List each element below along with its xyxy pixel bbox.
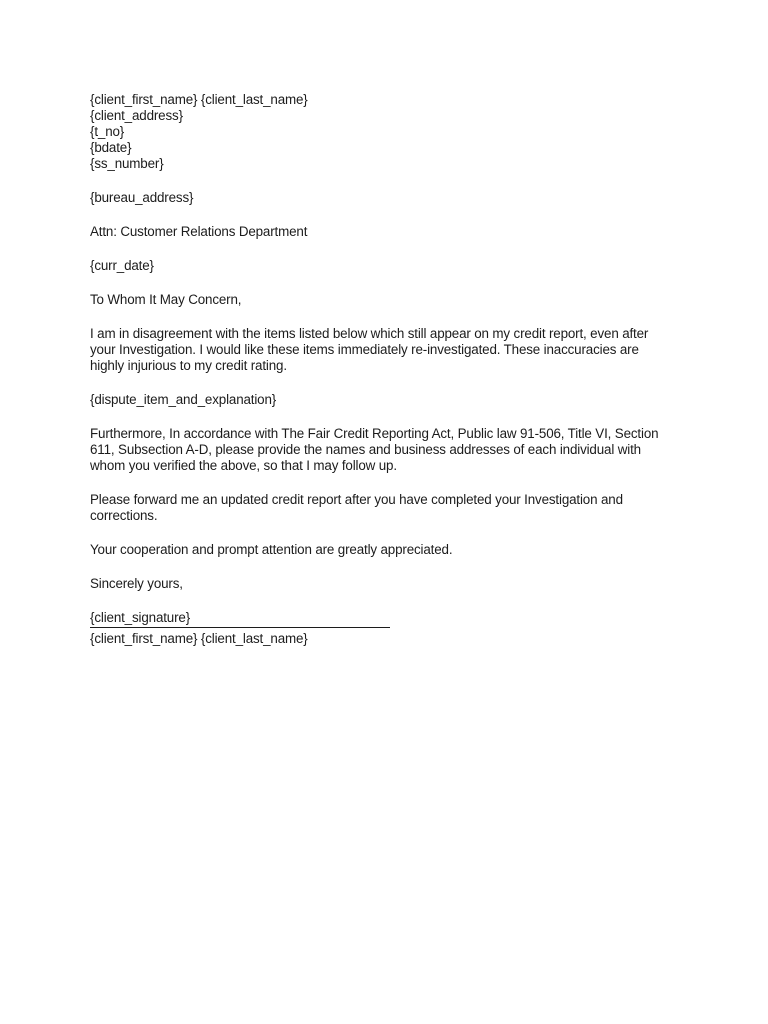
- paragraph-fcra: [90, 426, 690, 474]
- letter-date: {curr_date}: [90, 258, 154, 273]
- sender-phone: {t_no}: [90, 124, 125, 139]
- paragraph-line: I am in disagreement with the items listed below which still appear on my credit report, even after: [90, 326, 649, 341]
- paragraph-cooperation: [90, 542, 690, 558]
- bureau-address: {bureau_address}: [90, 190, 194, 205]
- sender-ssn: {ss_number}: [90, 156, 164, 171]
- paragraph-line: highly injurious to my credit rating.: [90, 358, 287, 373]
- date-block: [90, 258, 690, 274]
- paragraph-forward-report: [90, 492, 690, 524]
- sender-birthdate: {bdate}: [90, 140, 132, 155]
- paragraph-line: whom you verified the above, so that I may follow up.: [90, 458, 397, 473]
- paragraph-line: Furthermore, In accordance with The Fair Credit Reporting Act, Public law 91-506, Title VI, Section: [90, 426, 659, 441]
- sender-address: {client_address}: [90, 108, 183, 123]
- paragraph-disagreement: [90, 326, 690, 374]
- letter-page: [90, 92, 690, 647]
- bureau-address-block: [90, 190, 690, 206]
- paragraph-line: Please forward me an updated credit report after you have completed your Investigation and: [90, 492, 623, 507]
- attn-block: [90, 224, 690, 240]
- salutation-block: [90, 292, 690, 308]
- sender-block: [90, 92, 690, 172]
- paragraph-line: your Investigation. I would like these items immediately re-investigated. These inaccuracies are: [90, 342, 639, 357]
- paragraph-line: corrections.: [90, 508, 158, 523]
- signature-line: [90, 627, 390, 628]
- paragraph-line: 611, Subsection A-D, please provide the names and business addresses of each individual with: [90, 442, 641, 457]
- closing: Sincerely yours,: [90, 576, 183, 591]
- cooperation-line: Your cooperation and prompt attention are greatly appreciated.: [90, 542, 453, 557]
- sender-name: {client_first_name} {client_last_name}: [90, 92, 308, 107]
- attn-line: Attn: Customer Relations Department: [90, 224, 308, 239]
- dispute-block: [90, 392, 690, 408]
- signature-placeholder: {client_signature}: [90, 610, 191, 625]
- closing-block: [90, 576, 690, 592]
- salutation: To Whom It May Concern,: [90, 292, 242, 307]
- dispute-placeholder: {dispute_item_and_explanation}: [90, 392, 277, 407]
- signature-name: {client_first_name} {client_last_name}: [90, 631, 308, 646]
- signature-block: [90, 610, 690, 647]
